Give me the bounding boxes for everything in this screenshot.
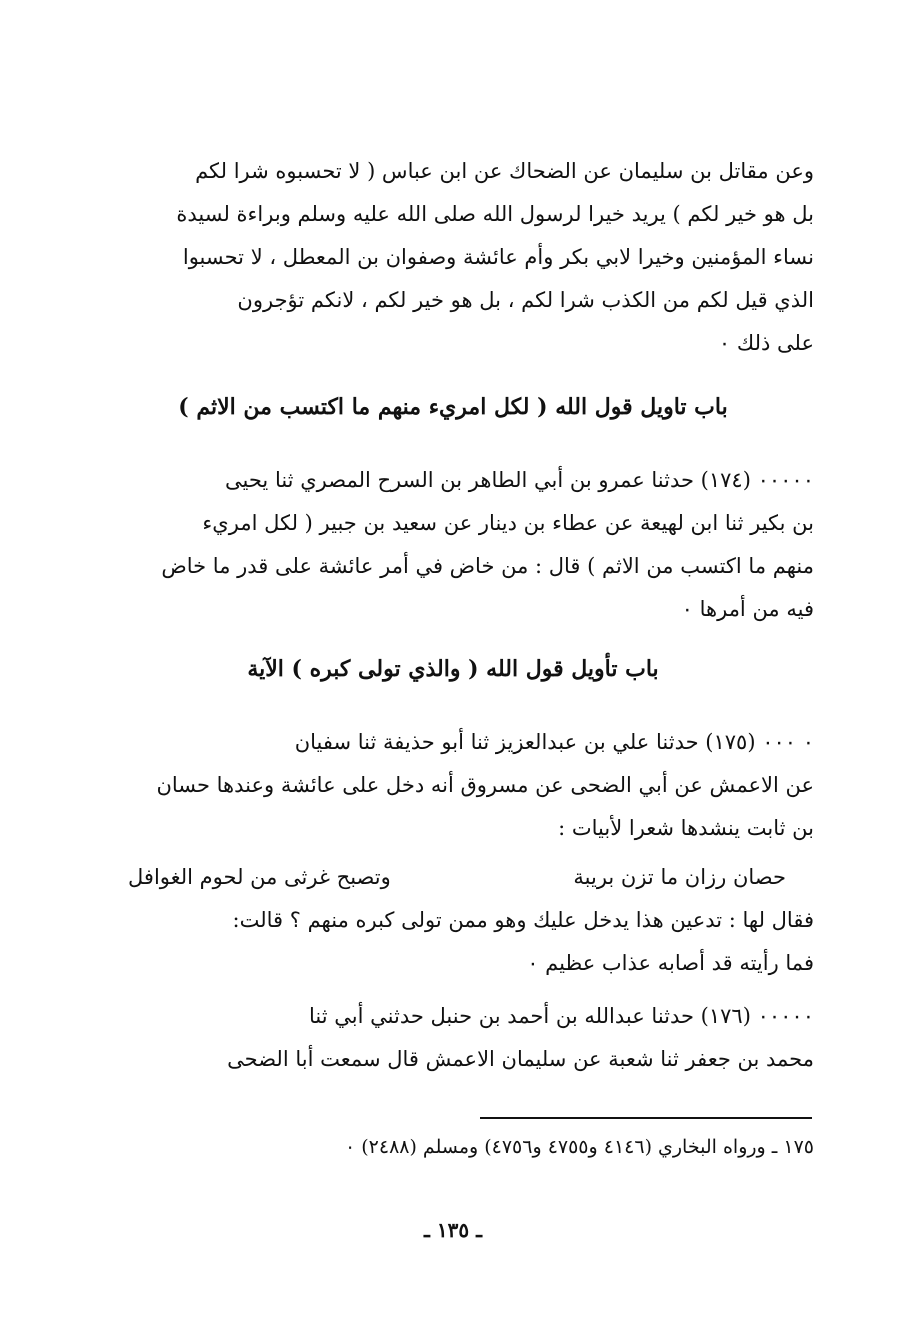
text-line: على ذلك ٠ <box>718 331 814 355</box>
text-line: فما رأيته قد أصابه عذاب عظيم ٠ <box>527 951 814 975</box>
verse-second-hemistich: وتصبح غرثى من لحوم الغوافل <box>128 865 391 889</box>
text-line: ٠٠٠٠٠ (١٧٤) حدثنا عمرو بن أبي الطاهر بن السرح المصري ثنا يحيى <box>225 468 814 492</box>
hadith-174-paragraph <box>92 459 814 631</box>
text-line: فيه من أمرها ٠ <box>681 597 814 621</box>
text-line: بل هو خير لكم ) يريد خيرا لرسول الله صلى الله عليه وسلم وبراءة لسيدة <box>176 202 814 226</box>
text-line: ٠٠٠٠٠ (١٧٦) حدثنا عبدالله بن أحمد بن حنبل حدثني أبي ثنا <box>309 1004 814 1028</box>
hadith-176-paragraph <box>92 995 814 1081</box>
text-line: بن ثابت ينشدها شعرا لأبيات : <box>558 816 814 840</box>
text-line: محمد بن جعفر ثنا شعبة عن سليمان الاعمش قال سمعت أبا الضحى <box>227 1047 814 1071</box>
hadith-175-continuation <box>92 899 814 985</box>
intro-paragraph <box>92 150 814 365</box>
text-line: منهم ما اكتسب من الاثم ) قال : من خاض في أمر عائشة على قدر ما خاض <box>161 554 814 578</box>
page-number: ـ ١٣٥ ـ <box>424 1218 482 1242</box>
text-line: الذي قيل لكم من الكذب شرا لكم ، بل هو خير لكم ، لانكم تؤجرون <box>237 288 814 312</box>
text-line: وعن مقاتل بن سليمان عن الضحاك عن ابن عباس ( لا تحسبوه شرا لكم <box>195 159 814 183</box>
chapter-heading-1: باب تاويل قول الله ( لكل امريء منهم ما اكتسب من الاثم ) <box>178 394 728 420</box>
text-line: ٠ ٠٠٠ (١٧٥) حدثنا علي بن عبدالعزيز ثنا أبو حذيفة ثنا سفيان <box>294 730 814 754</box>
footnote: ١٧٥ ـ ورواه البخاري (٤١٤٦ و٤٧٥٥ و٤٧٥٦) ومسلم (٢٤٨٨) ٠ <box>344 1136 814 1158</box>
verse-first-hemistich: حصان رزان ما تزن بريبة <box>573 865 786 889</box>
footnote-divider <box>480 1117 812 1119</box>
hadith-175-paragraph <box>92 721 814 850</box>
text-line: بن بكير ثنا ابن لهيعة عن عطاء بن دينار عن سعيد بن جبير ( لكل امريء <box>202 511 814 535</box>
poetry-verse <box>92 850 814 899</box>
text-line: عن الاعمش عن أبي الضحى عن مسروق أنه دخل على عائشة وعندها حسان <box>156 773 814 797</box>
chapter-heading-2: باب تأويل قول الله ( والذي تولى كبره ) الآية <box>247 656 659 682</box>
text-line: فقال لها : تدعين هذا يدخل عليك وهو ممن تولى كبره منهم ؟ قالت: <box>232 908 814 932</box>
text-line: نساء المؤمنين وخيرا لابي بكر وأم عائشة وصفوان بن المعطل ، لا تحسبوا <box>182 245 814 269</box>
